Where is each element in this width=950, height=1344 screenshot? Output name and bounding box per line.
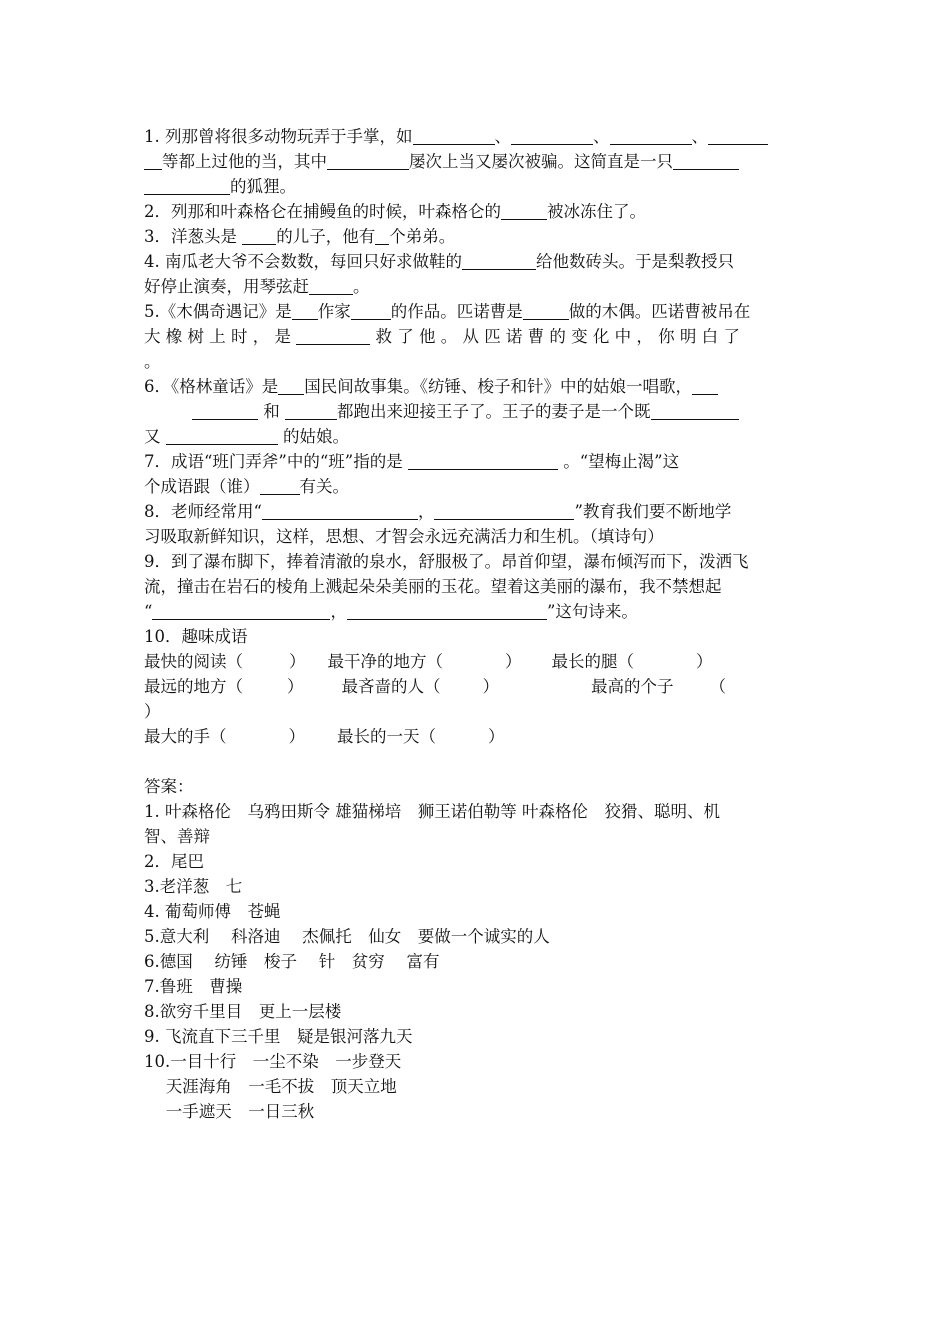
q5-line3: 。 xyxy=(144,352,161,371)
blank[interactable] xyxy=(462,252,536,270)
q10-row3: 最大的手（ ） 最长的一天（ ） xyxy=(144,727,505,746)
blank[interactable] xyxy=(292,302,318,320)
blank[interactable] xyxy=(511,127,593,145)
q9-line1: 9．到了瀑布脚下，捧着清澈的泉水，舒服极了。昂首仰望，瀑布倾泻而下，泼洒飞 xyxy=(144,552,749,571)
q4-line2: 好停止演奏，用琴弦赶 。 xyxy=(144,277,370,296)
q1-line1: 1. 列那曾将很多动物玩弄于手掌，如 、 、 、 xyxy=(144,124,808,149)
answer-8: 8.欲穷千里目 更上一层楼 xyxy=(144,1002,342,1021)
blank[interactable] xyxy=(144,152,162,170)
answer-1b: 智、善辩 xyxy=(144,827,210,846)
q7-line2: 个成语跟（谁） 有关。 xyxy=(144,477,349,496)
answer-4: 4. 葡萄师傅 苍蝇 xyxy=(144,902,281,921)
answer-10b: 天涯海角 一毛不拔 顶天立地 xyxy=(144,1077,397,1096)
q1-text: 1. 列那曾将很多动物玩弄于手掌，如 xyxy=(144,127,413,146)
blank[interactable] xyxy=(708,127,768,145)
answer-6: 6.德国 纺锤 梭子 针 贫穷 富有 xyxy=(144,952,440,971)
answer-7: 7.鲁班 曹操 xyxy=(144,977,243,996)
blank[interactable] xyxy=(152,602,330,620)
blank[interactable] xyxy=(610,127,692,145)
blank[interactable] xyxy=(651,402,739,420)
q9-line2: 流，撞击在岩石的棱角上溅起朵朵美丽的玉花。望着这美丽的瀑布，我不禁想起 xyxy=(144,577,722,596)
q1-line3: 的狐狸。 xyxy=(144,174,808,199)
blank[interactable] xyxy=(327,152,409,170)
answer-10c: 一手遮天 一日三秋 xyxy=(144,1102,315,1121)
answer-10: 10.一目十行 一尘不染 一步登天 xyxy=(144,1052,402,1071)
worksheet xyxy=(144,124,808,1124)
q10-row2b: ） xyxy=(144,702,161,721)
q5-line1: 5.《木偶奇遇记》是 作家 的作品。匹诺曹是 做的木偶。匹诺曹被吊在 xyxy=(144,302,751,321)
blank[interactable] xyxy=(278,377,304,395)
q6-line3: 又 的姑娘。 xyxy=(144,427,349,446)
blank[interactable] xyxy=(408,452,558,470)
blank[interactable] xyxy=(242,227,276,245)
q8-line1: 8．老师经常用“ ， ”教育我们要不断地学 xyxy=(144,502,732,521)
blank[interactable] xyxy=(673,152,739,170)
q6-line1: 6．《格林童话》是 国民间故事集。《纺锤、梭子和针》中的姑娘一唱歌， xyxy=(144,374,808,399)
q8-line2: 习吸取新鲜知识，这样，思想、才智会永远充满活力和生机。（填诗句） xyxy=(144,527,664,546)
blank[interactable] xyxy=(262,502,418,520)
blank[interactable] xyxy=(692,377,718,395)
blank[interactable] xyxy=(351,302,391,320)
q1-line2: 等都上过他的当，其中 屡次上当又屡次被骗。这简直是一只 xyxy=(144,149,808,174)
q10-row1: 最快的阅读（ ） 最干净的地方（ ） 最长的腿（ ） xyxy=(144,652,713,671)
blank[interactable] xyxy=(501,202,547,220)
q2: 2．列那和叶森格仑在捕鳗鱼的时候，叶森格仑的 被冰冻住了。 xyxy=(144,202,646,221)
blank[interactable] xyxy=(296,327,370,345)
blank[interactable] xyxy=(434,502,574,520)
blank[interactable] xyxy=(309,277,353,295)
q9-line3: “ ， ”这句诗来。 xyxy=(144,602,638,621)
q6-line2: 和 都跑出来迎接王子了。王子的妻子是一个既 xyxy=(144,399,808,424)
q4-line1: 4. 南瓜老大爷不会数数，每回只好求做鞋的 给他数砖头。于是梨教授只 xyxy=(144,252,734,271)
blank[interactable] xyxy=(192,402,258,420)
answer-9: 9. 飞流直下三千里 疑是银河落九天 xyxy=(144,1027,413,1046)
answers-heading: 答案： xyxy=(144,777,194,796)
blank[interactable] xyxy=(375,227,389,245)
answer-3: 3.老洋葱 七 xyxy=(144,877,243,896)
blank[interactable] xyxy=(347,602,547,620)
q7-line1: 7．成语“班门弄斧”中的“班”指的是 。“望梅止渴”这 xyxy=(144,452,680,471)
answer-5: 5.意大利 科洛迪 杰佩托 仙女 要做一个诚实的人 xyxy=(144,927,550,946)
blank[interactable] xyxy=(166,427,278,445)
blank[interactable] xyxy=(144,177,230,195)
q10-title: 10．趣味成语 xyxy=(144,627,248,646)
blank[interactable] xyxy=(285,402,337,420)
answer-1: 1. 叶森格伦 乌鸦田斯令 雄猫梯培 狮王诺伯勒等 叶森格伦 狡猾、聪明、机 xyxy=(144,802,720,821)
q5-line2: 大 橡 树 上 时 ， 是 救 了 他 。 从 匹 诺 曹 的 变 化 中 ， 你 明 白 了 xyxy=(144,327,740,346)
q10-row2: 最远的地方（ ） 最吝啬的人（ ） 最高的个子 （ xyxy=(144,677,726,696)
blank[interactable] xyxy=(260,477,300,495)
blank[interactable] xyxy=(413,127,495,145)
q3: 3．洋葱头是 的儿子，他有 个弟弟。 xyxy=(144,227,456,246)
blank[interactable] xyxy=(523,302,569,320)
answer-2: 2．尾巴 xyxy=(144,852,204,871)
